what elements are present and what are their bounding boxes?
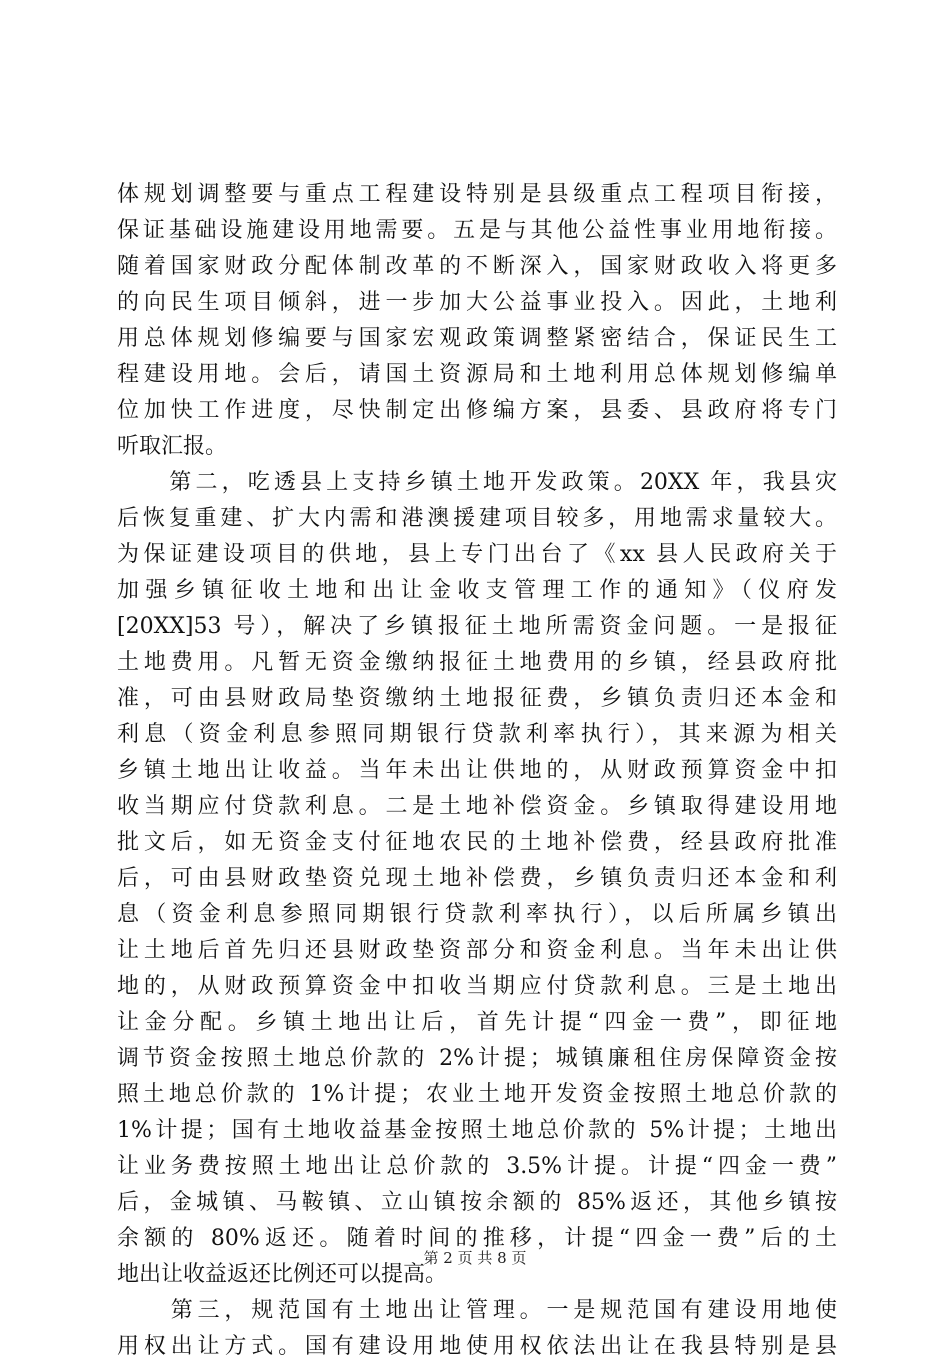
text-line: 息（资金利息参照同期银行贷款利率执行），以后所属乡镇出	[117, 902, 837, 927]
text-line: 收当期应付贷款利息。二是土地补偿资金。乡镇取得建设用地	[117, 794, 837, 819]
text-line: 让土地后首先归还县财政垫资部分和资金利息。当年未出让供	[117, 938, 837, 963]
text-line: 体规划调整要与重点工程建设特别是县级重点工程项目衔接，	[117, 182, 837, 207]
text-line: [20XX]53 号），解决了乡镇报征土地所需资金问题。一是报征	[117, 614, 837, 639]
text-line: 第三，规范国有土地出让管理。一是规范国有建设用地使	[117, 1298, 837, 1323]
document-body	[117, 177, 837, 1365]
text-line: 第二，吃透县上支持乡镇土地开发政策。20XX 年，我县灾	[117, 470, 837, 495]
text-line: 调节资金按照土地总价款的 2%计提；城镇廉租住房保障资金按	[117, 1046, 837, 1071]
text-line: 准，可由县财政局垫资缴纳土地报征费，乡镇负责归还本金和	[117, 686, 837, 711]
page-footer: 第 2 页 共 8 页	[423, 1249, 527, 1267]
text-line: 地出让收益返还比例还可以提高。	[117, 1262, 448, 1287]
text-line: 后恢复重建、扩大内需和港澳援建项目较多，用地需求量较大。	[117, 506, 837, 531]
text-line: 程建设用地。会后，请国土资源局和土地利用总体规划修编单	[117, 362, 837, 387]
text-line: 利息（资金利息参照同期银行贷款利率执行），其来源为相关	[117, 722, 837, 747]
text-line: 用权出让方式。国有建设用地使用权依法出让在我县特别是县	[117, 1334, 837, 1359]
text-line: 后，金城镇、马鞍镇、立山镇按余额的 85%返还，其他乡镇按	[117, 1190, 837, 1215]
text-line: 地的，从财政预算资金中扣收当期应付贷款利息。三是土地出	[117, 974, 837, 999]
text-line: 1%计提；国有土地收益基金按照土地总价款的 5%计提；土地出	[117, 1118, 837, 1143]
text-line: 后，可由县财政垫资兑现土地补偿费，乡镇负责归还本金和利	[117, 866, 837, 891]
text-line: 批文后，如无资金支付征地农民的土地补偿费，经县政府批准	[117, 830, 837, 855]
text-line: 随着国家财政分配体制改革的不断深入，国家财政收入将更多	[117, 254, 837, 279]
text-line: 土地费用。凡暂无资金缴纳报征土地费用的乡镇，经县政府批	[117, 650, 837, 675]
text-line: 让金分配。乡镇土地出让后，首先计提“四金一费”，即征地	[117, 1010, 837, 1035]
text-line: 让业务费按照土地出让总价款的 3.5%计提。计提“四金一费”	[117, 1154, 837, 1179]
text-line: 照土地总价款的 1%计提；农业土地开发资金按照土地总价款的	[117, 1082, 837, 1107]
text-line: 位加快工作进度，尽快制定出修编方案，县委、县政府将专门	[117, 398, 837, 423]
text-line: 用总体规划修编要与国家宏观政策调整紧密结合，保证民生工	[117, 326, 837, 351]
text-line: 为保证建设项目的供地，县上专门出台了《xx 县人民政府关于	[117, 542, 837, 567]
text-line: 听取汇报。	[117, 434, 228, 459]
text-line: 保证基础设施建设用地需要。五是与其他公益性事业用地衔接。	[117, 218, 837, 243]
text-line: 乡镇土地出让收益。当年未出让供地的，从财政预算资金中扣	[117, 758, 837, 783]
text-line: 的向民生项目倾斜，进一步加大公益事业投入。因此，土地利	[117, 290, 837, 315]
text-line: 加强乡镇征收土地和出让金收支管理工作的通知》（仪府发	[117, 578, 837, 603]
text-line: 余额的 80%返还。随着时间的推移，计提“四金一费”后的土	[117, 1226, 837, 1251]
